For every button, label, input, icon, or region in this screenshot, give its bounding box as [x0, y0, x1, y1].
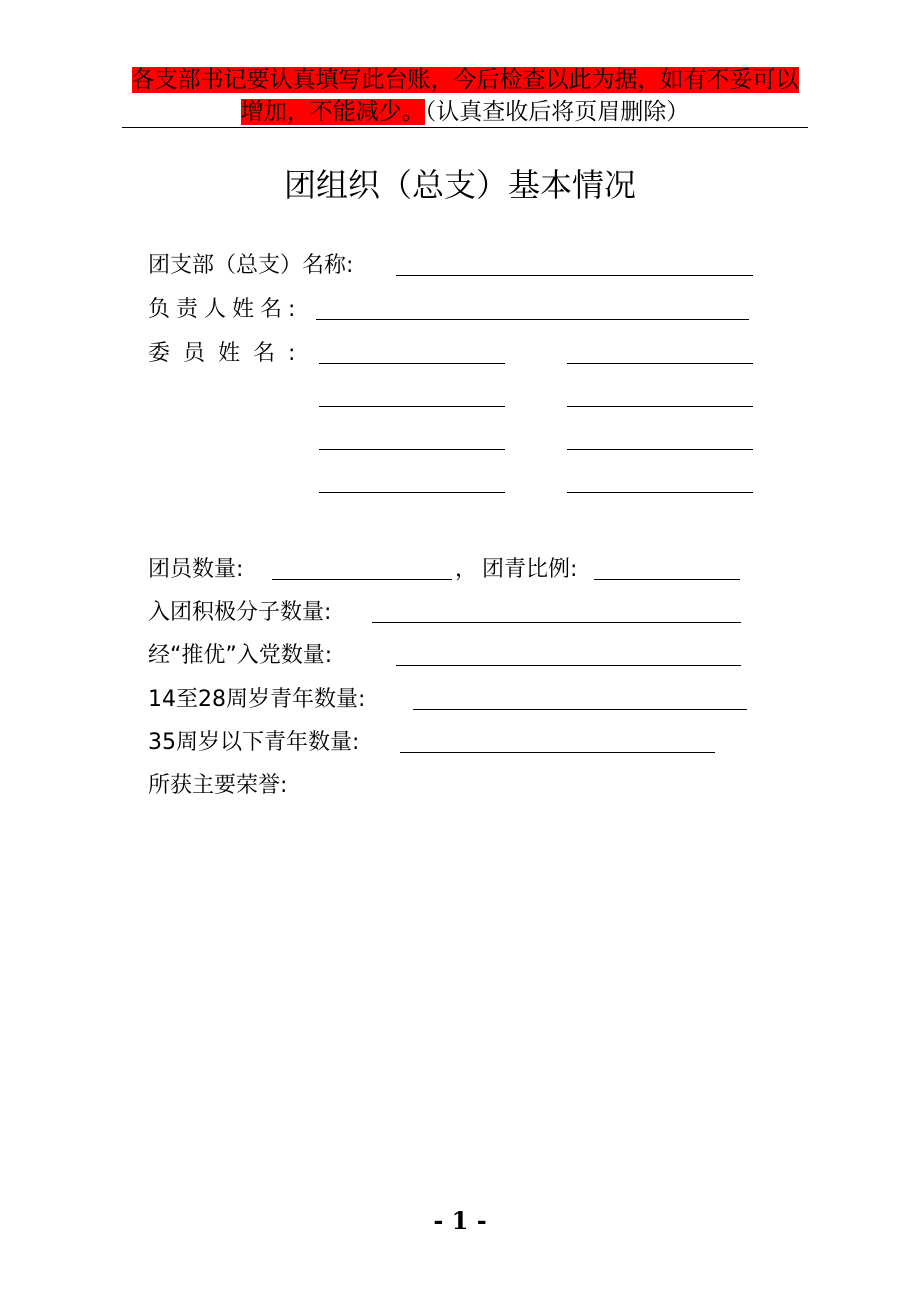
header-highlight-2: 增加，不能减少。	[240, 99, 425, 125]
header-line-1	[122, 64, 808, 96]
member-name-blank-3[interactable]	[319, 406, 505, 407]
member-name-blank-6[interactable]	[567, 449, 753, 450]
leader-name-blank[interactable]	[316, 319, 749, 320]
member-count-label: 团员数量:	[148, 557, 244, 582]
page-title: 团组织（总支）基本情况	[283, 166, 636, 204]
branch-name-label: 团支部（总支）名称:	[148, 253, 354, 278]
youth-under-35-label: 35周岁以下青年数量:	[148, 730, 360, 755]
comma-separator: ，	[455, 557, 478, 582]
header-line-2	[122, 96, 808, 128]
header-highlight-1: 各支部书记要认真填写此台账，今后检查以此为据，如有不妥可以	[131, 67, 799, 93]
member-name-blank-8[interactable]	[567, 492, 753, 493]
ratio-label: 团青比例:	[482, 557, 578, 582]
activist-count-label: 入团积极分子数量:	[148, 600, 332, 625]
page-header	[122, 64, 808, 128]
leader-name-label: 负责人姓名:	[148, 297, 302, 322]
member-name-blank-7[interactable]	[319, 492, 505, 493]
youth-14-28-label: 14至28周岁青年数量:	[148, 687, 366, 712]
ratio-blank[interactable]	[594, 579, 740, 580]
member-names-label: 委员姓名:	[148, 341, 309, 366]
member-name-blank-5[interactable]	[319, 449, 505, 450]
header-rule	[122, 127, 808, 128]
branch-name-blank[interactable]	[396, 275, 753, 276]
header-note: （认真查收后将页眉删除）	[424, 99, 690, 125]
youth-under-35-blank[interactable]	[400, 752, 715, 753]
recommended-count-label: 经“推优”入党数量:	[148, 643, 333, 668]
member-name-blank-2[interactable]	[567, 363, 753, 364]
honors-label: 所获主要荣誉:	[148, 773, 288, 798]
member-name-blank-4[interactable]	[567, 406, 753, 407]
recommended-count-blank[interactable]	[396, 665, 741, 666]
activist-count-blank[interactable]	[372, 622, 741, 623]
member-name-blank-1[interactable]	[319, 363, 505, 364]
page-number: - 1 -	[433, 1206, 487, 1235]
member-count-blank[interactable]	[272, 579, 452, 580]
youth-14-28-blank[interactable]	[413, 709, 747, 710]
